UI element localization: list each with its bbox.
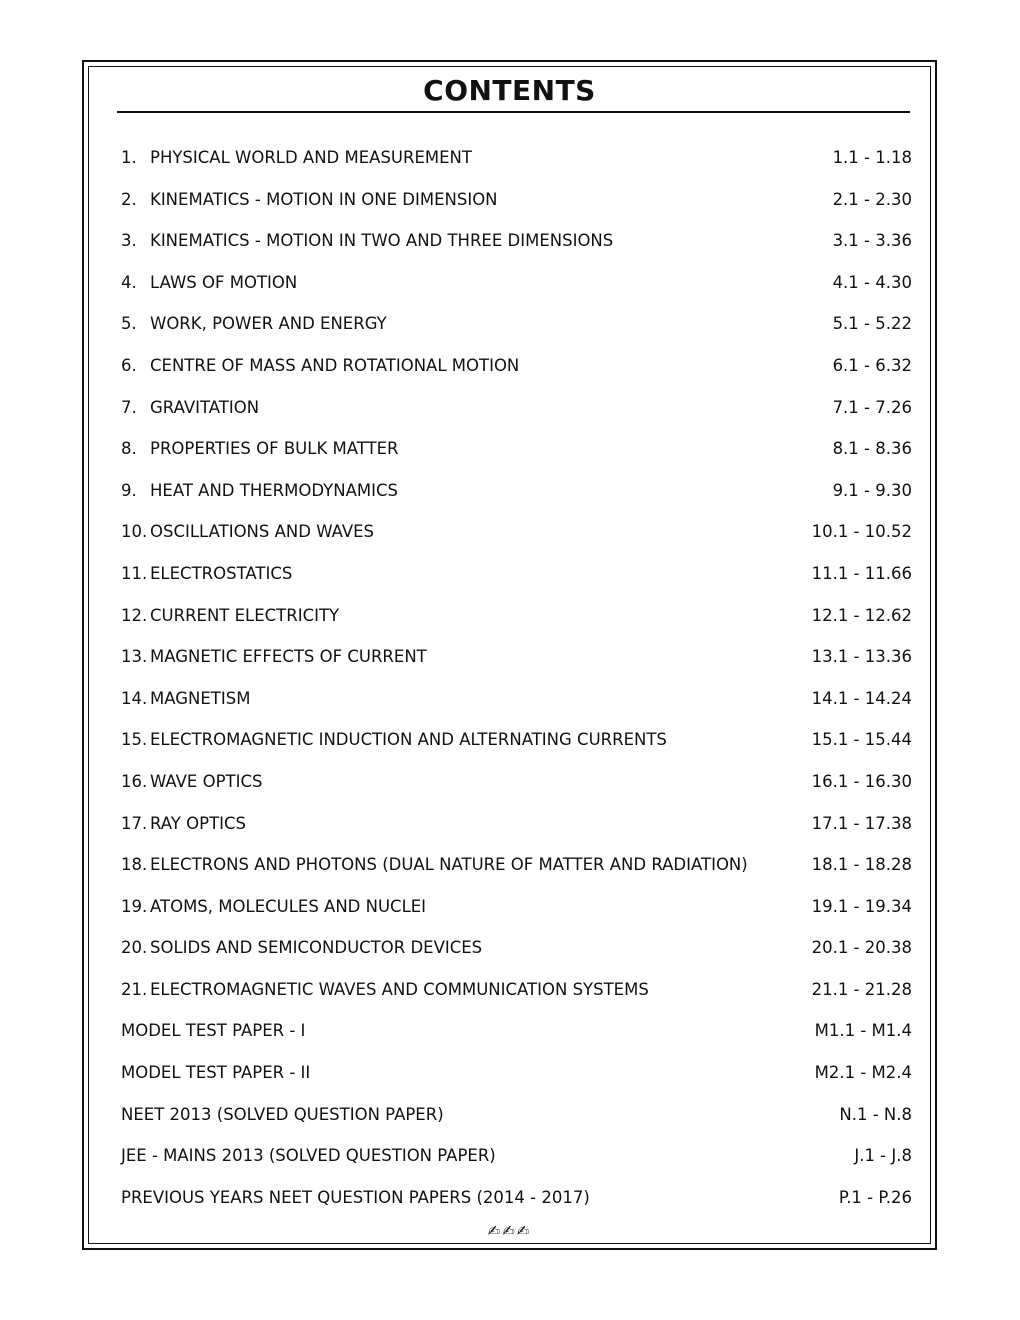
toc-entry-pages: 11.1 - 11.66 [811, 563, 912, 583]
toc-entry-pages: 12.1 - 12.62 [811, 605, 912, 625]
toc-entry-title: ELECTROMAGNETIC INDUCTION AND ALTERNATING CURRENTS [150, 730, 667, 750]
toc-entry-title: WAVE OPTICS [150, 771, 263, 791]
toc-entry-title: PROPERTIES OF BULK MATTER [150, 439, 399, 459]
toc-entry-pages: 5.1 - 5.22 [832, 314, 912, 334]
contents-box [88, 66, 931, 1244]
toc-entry-number: 7. [121, 397, 137, 417]
toc-entry-title: MAGNETIC EFFECTS OF CURRENT [150, 647, 427, 667]
toc-entry-title: ATOMS, MOLECULES AND NUCLEI [150, 896, 427, 916]
toc-entry-number: 21. [121, 979, 148, 999]
toc-entry-number: 12. [121, 605, 148, 625]
toc-entry-pages: P.1 - P.26 [838, 1187, 912, 1207]
toc-entry-number: 14. [121, 688, 148, 708]
toc-entry-pages: 15.1 - 15.44 [811, 730, 912, 750]
toc-entry [121, 927, 912, 969]
toc-entry-title: KINEMATICS - MOTION IN ONE DIMENSION [150, 189, 498, 209]
toc-entry [121, 1094, 912, 1136]
toc-entry-pages: 6.1 - 6.32 [832, 355, 912, 375]
toc-entry-title: SOLIDS AND SEMICONDUCTOR DEVICES [150, 938, 483, 958]
toc-entry [121, 179, 912, 221]
toc-entry [121, 303, 912, 345]
page-border [82, 60, 937, 1250]
toc-entry [121, 719, 912, 761]
toc-entry [121, 553, 912, 595]
toc-entry-number: 16. [121, 771, 148, 791]
toc-entry [121, 387, 912, 429]
toc-entry-pages: 9.1 - 9.30 [832, 480, 912, 500]
toc-entry-title: CENTRE OF MASS AND ROTATIONAL MOTION [150, 355, 520, 375]
toc-entry [121, 137, 912, 179]
toc-entry-title: NEET 2013 (SOLVED QUESTION PAPER) [121, 1104, 444, 1124]
toc-entry-title: MODEL TEST PAPER - I [121, 1021, 306, 1041]
toc-entry-title: MAGNETISM [150, 688, 251, 708]
toc-entry [121, 1010, 912, 1052]
toc-entry-pages: M2.1 - M2.4 [814, 1063, 912, 1083]
toc-entry-number: 13. [121, 647, 148, 667]
toc-entry-pages: M1.1 - M1.4 [814, 1021, 912, 1041]
toc-entry-number: 11. [121, 563, 148, 583]
toc-entry [121, 470, 912, 512]
toc-entry-number: 9. [121, 480, 137, 500]
toc-entry-title: JEE - MAINS 2013 (SOLVED QUESTION PAPER) [121, 1146, 496, 1166]
toc-entry-pages: 16.1 - 16.30 [811, 771, 912, 791]
page-title: CONTENTS [423, 74, 596, 107]
toc-entry-pages: 14.1 - 14.24 [811, 688, 912, 708]
toc-entry-number: 19. [121, 896, 148, 916]
toc-entry [121, 428, 912, 470]
toc-entry-pages: 8.1 - 8.36 [832, 439, 912, 459]
toc-entry [121, 761, 912, 803]
toc-entry-title: LAWS OF MOTION [150, 272, 298, 292]
toc-entry-pages: 20.1 - 20.38 [811, 938, 912, 958]
toc-entry-title: GRAVITATION [150, 397, 260, 417]
toc-entry-pages: J.1 - J.8 [854, 1146, 912, 1166]
toc-entry-number: 17. [121, 813, 148, 833]
toc-entry [121, 1052, 912, 1094]
toc-entry-pages: 7.1 - 7.26 [832, 397, 912, 417]
toc-entry [121, 345, 912, 387]
toc-entry-number: 4. [121, 272, 137, 292]
toc-entry-pages: N.1 - N.8 [839, 1104, 912, 1124]
title-underline [117, 111, 910, 113]
toc-entry [121, 262, 912, 304]
toc-entry-pages: 21.1 - 21.28 [811, 979, 912, 999]
toc-entry-title: PHYSICAL WORLD AND MEASUREMENT [150, 148, 472, 167]
toc-entry-pages: 10.1 - 10.52 [811, 522, 912, 542]
toc-entry [121, 969, 912, 1011]
toc-entry-title: WORK, POWER AND ENERGY [150, 314, 387, 334]
toc-entry-pages: 13.1 - 13.36 [811, 647, 912, 667]
toc-entry-pages: 19.1 - 19.34 [811, 896, 912, 916]
toc-entry [121, 1177, 912, 1219]
toc-entry-number: 15. [121, 730, 148, 750]
toc-entry-number: 3. [121, 231, 137, 251]
toc-entry [121, 511, 912, 553]
toc-entry-number: 20. [121, 938, 148, 958]
toc-entry [121, 220, 912, 262]
toc-entry [121, 844, 912, 886]
writing-hand-icon: ✍✍✍ [487, 1222, 532, 1240]
toc-entry-number: 8. [121, 439, 137, 459]
toc-entry-pages: 17.1 - 17.38 [811, 813, 912, 833]
toc-entry-pages: 2.1 - 2.30 [832, 189, 912, 209]
toc-entry-title: OSCILLATIONS AND WAVES [150, 522, 375, 542]
toc-entry-number: 1. [121, 148, 137, 167]
toc-entry-pages: 1.1 - 1.18 [832, 148, 912, 167]
toc-entry-title: RAY OPTICS [150, 813, 247, 833]
toc-entry [121, 678, 912, 720]
toc-entry-pages: 18.1 - 18.28 [811, 855, 912, 875]
toc-entry-title: KINEMATICS - MOTION IN TWO AND THREE DIMENSIONS [150, 231, 614, 251]
toc-entry-title: ELECTROSTATICS [150, 563, 293, 583]
toc-entry-title: ELECTRONS AND PHOTONS (DUAL NATURE OF MATTER AND RADIATION) [150, 855, 748, 875]
toc-entry [121, 595, 912, 637]
toc-entry [121, 636, 912, 678]
toc-entry-number: 10. [121, 522, 148, 542]
toc-entry-title: ELECTROMAGNETIC WAVES AND COMMUNICATION SYSTEMS [150, 979, 649, 999]
toc-entry [121, 803, 912, 845]
toc-entry-title: CURRENT ELECTRICITY [150, 605, 340, 625]
toc-entry-pages: 3.1 - 3.36 [832, 231, 912, 251]
toc-entry-number: 18. [121, 855, 148, 875]
toc-entry-number: 2. [121, 189, 137, 209]
toc-entry-title: MODEL TEST PAPER - II [121, 1063, 311, 1083]
toc-entry-title: PREVIOUS YEARS NEET QUESTION PAPERS (2014 - 2017) [121, 1187, 590, 1207]
toc-entry-number: 5. [121, 314, 137, 334]
toc-entry-pages: 4.1 - 4.30 [832, 272, 912, 292]
toc-entry-number: 6. [121, 355, 137, 375]
toc-entry-title: HEAT AND THERMODYNAMICS [150, 480, 398, 500]
toc-entry [121, 1135, 912, 1177]
toc-entry [121, 886, 912, 928]
contents-list [121, 137, 912, 1218]
